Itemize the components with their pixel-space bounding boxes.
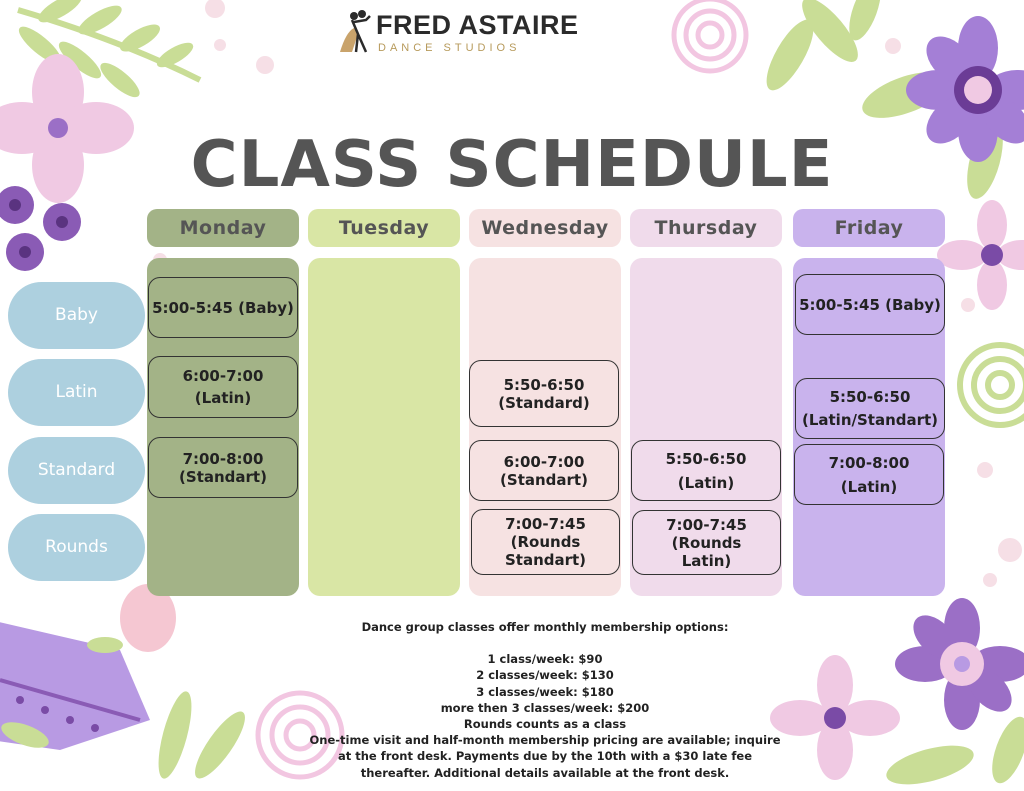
class-wednesday-standart (469, 440, 619, 501)
class-friday-baby (795, 274, 945, 335)
day-header-friday: Friday (793, 209, 945, 247)
class-time: 7:00-8:00 (182, 449, 264, 468)
pricing-item: Rounds counts as a class (463, 717, 627, 732)
class-time: 7:00-7:45 (505, 515, 586, 533)
day-header-wednesday: Wednesday (469, 209, 621, 247)
class-time: 5:50-6:50 (503, 375, 585, 394)
class-time: 5:00-5:45 (Baby) (799, 295, 941, 314)
note-line: thereafter. Additional details available at the front desk. (360, 765, 730, 780)
class-name: (Latin) (677, 473, 735, 492)
class-name: (Rounds (671, 533, 742, 552)
membership-intro: Dance group classes offer monthly membership options: (361, 620, 729, 634)
pricing-item: 2 classes/week: $130 (476, 668, 614, 683)
class-friday-latin (794, 444, 944, 505)
class-time: 7:00-8:00 (828, 453, 910, 472)
class-name: (Latin/Standart) (801, 410, 939, 429)
class-monday-latin (148, 356, 298, 418)
class-monday-baby (148, 277, 298, 338)
day-header-tuesday: Tuesday (308, 209, 460, 247)
row-label-baby: Baby (8, 282, 145, 349)
spiral-icon (960, 345, 1024, 425)
class-time: 6:00-7:00 (182, 367, 264, 385)
class-time: 7:00-7:45 (666, 515, 747, 534)
pricing-item: 3 classes/week: $180 (476, 684, 614, 699)
class-time: 5:50-6:50 (665, 449, 747, 468)
class-name: (Standart) (179, 467, 267, 486)
row-label-standard: Standard (8, 437, 145, 504)
page-title: CLASS SCHEDULE (190, 128, 834, 202)
note-line: One-time visit and half-month membership pricing are available; inquire (309, 733, 781, 748)
column-tuesday (308, 258, 460, 596)
pricing-item: 1 class/week: $90 (487, 652, 603, 667)
logo-subtitle: DANCE STUDIOS (378, 42, 521, 54)
class-name-line2: Latin) (681, 551, 732, 570)
class-time: 5:00-5:45 (Baby) (152, 298, 294, 317)
row-label-rounds: Rounds (8, 514, 145, 581)
class-name: (Standart) (500, 470, 588, 489)
class-name: (Standard) (498, 393, 590, 412)
logo-name: FRED ASTAIRE (376, 10, 579, 40)
note-line: at the front desk. Payments due by the 10th with a $30 late fee (337, 749, 752, 764)
spiral-icon (674, 0, 746, 71)
class-name-line2: Standart) (504, 551, 587, 569)
class-wednesday-standard (469, 360, 619, 427)
membership-info (300, 619, 790, 781)
class-time: 6:00-7:00 (503, 452, 585, 471)
studio-logo (330, 6, 579, 56)
day-header-monday: Monday (147, 209, 299, 247)
class-thursday-latin (631, 440, 781, 501)
class-name: (Latin) (840, 477, 898, 496)
class-thursday-rounds (632, 510, 781, 575)
class-time: 5:50-6:50 (829, 387, 911, 406)
class-name: (Latin) (194, 389, 252, 407)
class-friday-latin-standart (795, 378, 945, 439)
pink-flower-icon (937, 200, 1024, 310)
row-label-latin: Latin (8, 359, 145, 426)
purple-flower-icon (895, 598, 1024, 730)
pricing-item: more then 3 classes/week: $200 (440, 700, 650, 715)
class-name: (Rounds (510, 533, 581, 551)
class-wednesday-rounds (471, 509, 620, 575)
dancers-icon (332, 8, 372, 54)
class-monday-standard (148, 437, 298, 498)
day-header-thursday: Thursday (630, 209, 782, 247)
